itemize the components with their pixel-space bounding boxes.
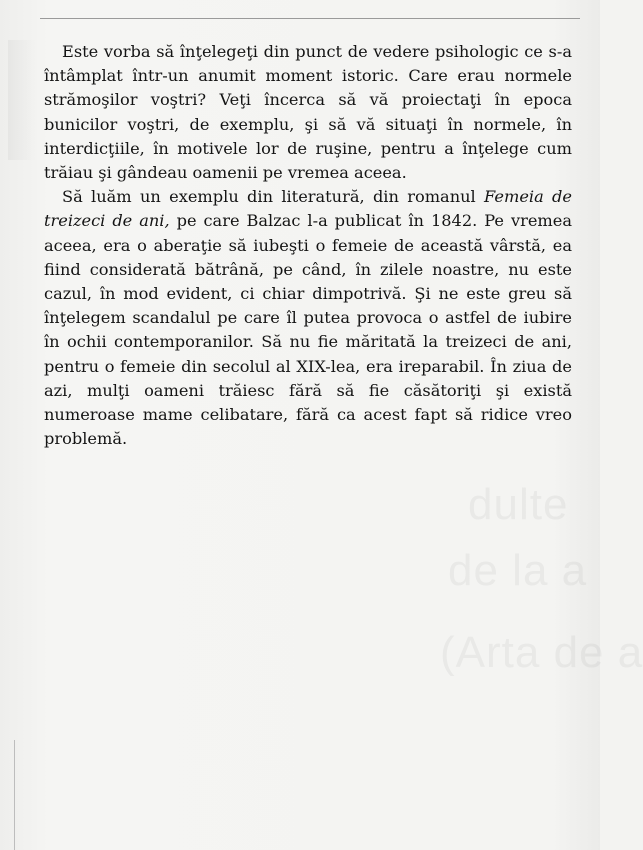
book-title: Femeia de treizeci de ani, [44,187,572,231]
paragraph-2-after: pe care Balzac l-a publicat în 1842. Pe vremea aceea, era o aberaţie să iubeşti o femeie de această vârstă, ea fiind considerată bătrână, pe când, în zilele noastre, nu este cazul, în mod evident, ci chiar dimpotrivă. Şi ne este greu să înţelegem scandalul pe care îl putea provoca o astfel de iubire în ochii contemporanilor. Să nu fie măritată la treizeci de ani, pentru o femeie din secolul al XIX-lea, era ireparabil. În ziua de azi, mulţi oameni trăiesc fără să fie căsătoriţi şi există numeroase mame celibatare, fără ca acest fapt să ridice vreo problemă. [44,211,572,449]
paragraph-2 [44,185,572,451]
show-through-line-3: (Arta de a [440,628,643,677]
body-text [44,40,572,451]
show-through-line-2: de la a [448,546,588,595]
page-edge [14,740,15,850]
paragraph-1: Este vorba să înţelegeţi din punct de vedere psihologic ce s-a întâmplat într-un anumit moment istoric. Care erau normele strămoşilor voştri? Veţi încerca să vă proiectaţi în epoca bunicilor voştri, de exemplu, şi să vă situaţi în normele, în interdicţiile, în motivele lor de ruşine, pentru a înţelege cum trăiau şi gândeau oamenii pe vremea aceea. [44,42,572,183]
header-rule [40,18,580,19]
show-through-line-1: dulte [468,480,569,529]
paragraph-2-before: Să luăm un exemplu din literatură, din romanul [62,187,485,207]
page-shadow [8,40,36,160]
